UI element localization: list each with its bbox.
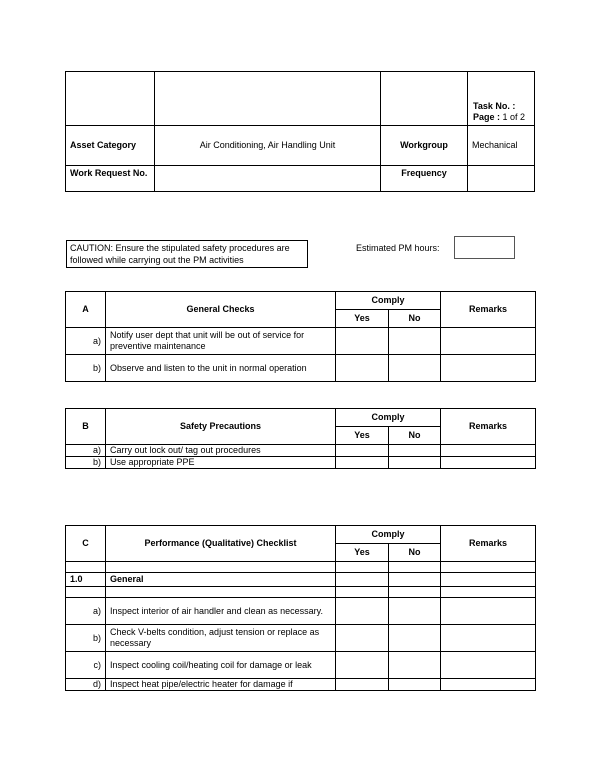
subsection-no: 1.0: [66, 573, 106, 587]
item-text: Inspect cooling coil/heating coil for damage or leak: [106, 652, 336, 679]
no-cell[interactable]: [389, 445, 441, 457]
task-page-cell: [468, 72, 535, 126]
subsection-title: General: [106, 573, 336, 587]
yes-cell[interactable]: [336, 457, 389, 469]
blank-cell: [381, 72, 468, 126]
remarks-header: Remarks: [441, 526, 536, 562]
no-cell[interactable]: [389, 652, 441, 679]
no-header: No: [389, 544, 441, 562]
remarks-cell[interactable]: [441, 445, 536, 457]
item-id: b): [66, 355, 106, 382]
frequency-label: Frequency: [381, 166, 468, 192]
no-cell[interactable]: [389, 598, 441, 625]
comply-header: Comply: [336, 409, 441, 427]
remarks-cell[interactable]: [441, 625, 536, 652]
section-b-title: Safety Precautions: [106, 409, 336, 445]
remarks-header: Remarks: [441, 409, 536, 445]
table-row: [66, 652, 536, 679]
asset-category-value: Air Conditioning, Air Handling Unit: [155, 126, 381, 166]
yes-cell[interactable]: [336, 652, 389, 679]
no-header: No: [389, 427, 441, 445]
yes-header: Yes: [336, 544, 389, 562]
table-row: [66, 573, 536, 587]
item-id: b): [66, 457, 106, 469]
remarks-cell[interactable]: [441, 598, 536, 625]
item-id: a): [66, 445, 106, 457]
estimated-pm-hours-input[interactable]: [454, 236, 515, 259]
item-text: Inspect heat pipe/electric heater for damage if: [106, 679, 336, 691]
table-row: [66, 587, 536, 598]
item-id: b): [66, 625, 106, 652]
yes-cell[interactable]: [336, 679, 389, 691]
page-value: 1 of 2: [502, 112, 526, 122]
comply-header: Comply: [336, 292, 441, 310]
section-c-title: Performance (Qualitative) Checklist: [106, 526, 336, 562]
header-table: [65, 71, 535, 192]
work-request-value: [155, 166, 381, 192]
title-cell: [155, 72, 381, 126]
asset-category-label: Asset Category: [66, 126, 155, 166]
table-row: [66, 355, 536, 382]
no-cell[interactable]: [389, 355, 441, 382]
item-id: a): [66, 598, 106, 625]
remarks-header: Remarks: [441, 292, 536, 328]
section-a-table: [65, 291, 536, 382]
item-text: Carry out lock out/ tag out procedures: [106, 445, 336, 457]
section-c-letter: C: [66, 526, 106, 562]
page-label: Page :: [473, 112, 501, 122]
task-no-label: Task No. :: [473, 101, 516, 111]
remarks-cell[interactable]: [441, 457, 536, 469]
yes-cell[interactable]: [336, 355, 389, 382]
no-cell[interactable]: [389, 457, 441, 469]
table-row: [66, 457, 536, 469]
estimated-pm-hours-label: Estimated PM hours:: [356, 243, 440, 253]
item-id: a): [66, 328, 106, 355]
comply-header: Comply: [336, 526, 441, 544]
yes-cell[interactable]: [336, 328, 389, 355]
remarks-cell[interactable]: [441, 652, 536, 679]
item-text: Use appropriate PPE: [106, 457, 336, 469]
item-text: Inspect interior of air handler and clean as necessary.: [106, 598, 336, 625]
caution-box: CAUTION: Ensure the stipulated safety procedures are followed while carrying out the PM activities: [66, 240, 308, 268]
item-text: Notify user dept that unit will be out of service for preventive maintenance: [106, 328, 336, 355]
no-cell[interactable]: [389, 679, 441, 691]
no-cell[interactable]: [389, 328, 441, 355]
yes-header: Yes: [336, 427, 389, 445]
item-id: c): [66, 652, 106, 679]
remarks-cell[interactable]: [441, 679, 536, 691]
remarks-cell[interactable]: [441, 328, 536, 355]
workgroup-value: Mechanical: [468, 126, 535, 166]
yes-cell[interactable]: [336, 625, 389, 652]
table-row: [66, 625, 536, 652]
item-text: Observe and listen to the unit in normal operation: [106, 355, 336, 382]
item-id: d): [66, 679, 106, 691]
remarks-cell[interactable]: [441, 355, 536, 382]
workgroup-label: Workgroup: [381, 126, 468, 166]
frequency-value: [468, 166, 535, 192]
table-row: [66, 679, 536, 691]
yes-header: Yes: [336, 310, 389, 328]
table-row: [66, 598, 536, 625]
item-text: Check V-belts condition, adjust tension or replace as necessary: [106, 625, 336, 652]
yes-cell[interactable]: [336, 445, 389, 457]
no-header: No: [389, 310, 441, 328]
section-a-letter: A: [66, 292, 106, 328]
table-row: [66, 562, 536, 573]
table-row: [66, 328, 536, 355]
section-a-title: General Checks: [106, 292, 336, 328]
work-request-label: Work Request No.: [66, 166, 155, 192]
section-c-table: [65, 525, 536, 691]
table-row: [66, 445, 536, 457]
no-cell[interactable]: [389, 625, 441, 652]
yes-cell[interactable]: [336, 598, 389, 625]
logo-cell: [66, 72, 155, 126]
section-b-table: [65, 408, 536, 469]
section-b-letter: B: [66, 409, 106, 445]
